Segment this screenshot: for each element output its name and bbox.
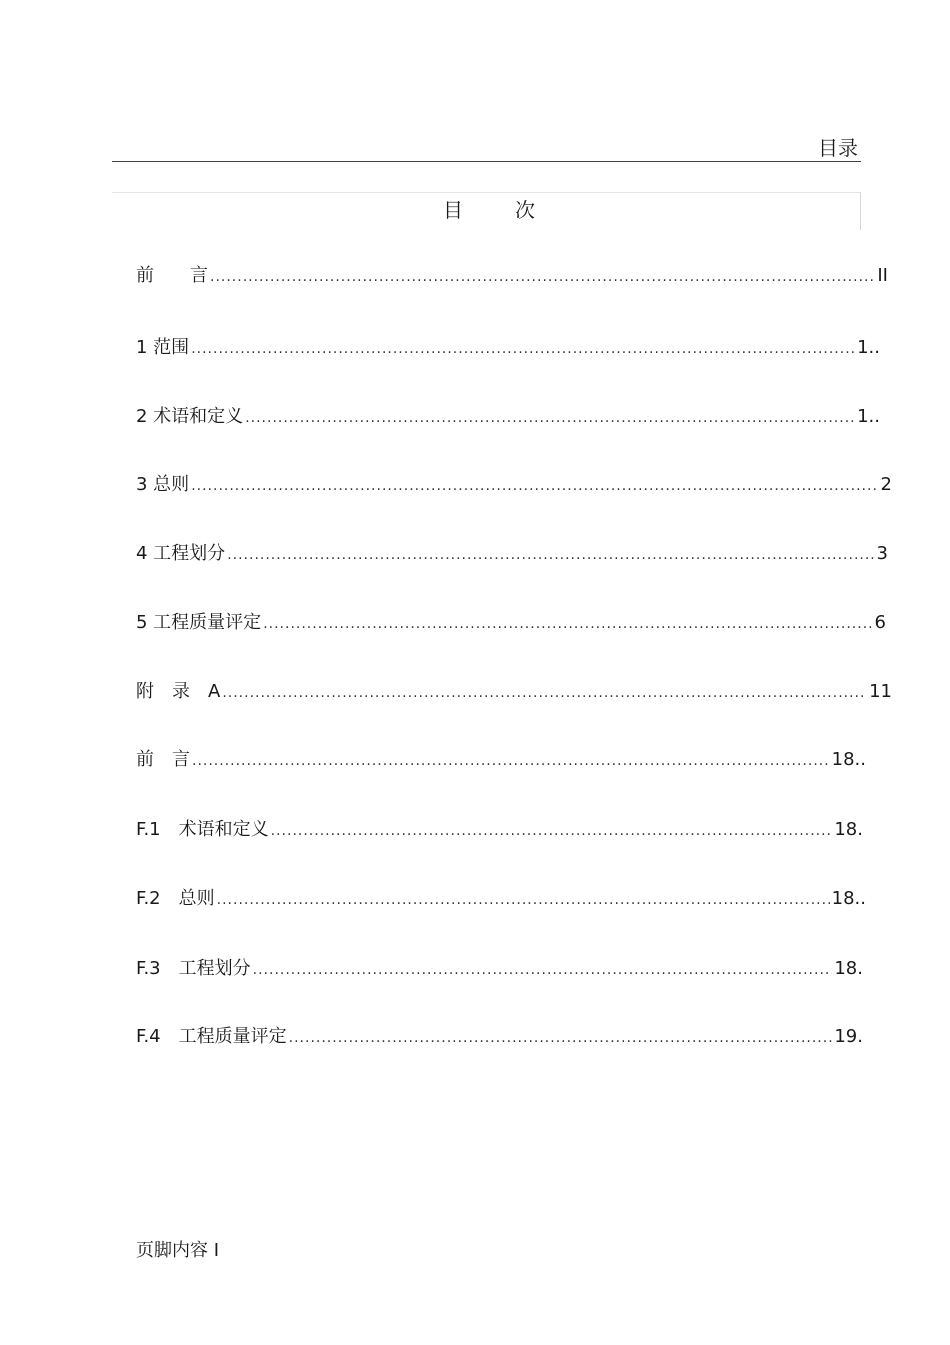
toc-entry-label: 2 术语和定义 — [136, 406, 244, 427]
toc-dot-leader — [191, 478, 878, 494]
toc-entry-label: 5 工程质量评定 — [136, 612, 262, 633]
toc-entry-label: F.3 工程划分 — [136, 958, 251, 979]
toc-entry[interactable] — [136, 677, 892, 707]
toc-entry[interactable] — [136, 954, 863, 984]
toc-entry[interactable] — [136, 1022, 863, 1052]
toc-entry-page: 18.. — [831, 888, 866, 909]
toc-entry[interactable] — [136, 539, 888, 569]
toc-entry[interactable] — [136, 815, 863, 845]
toc-dot-leader — [253, 962, 833, 978]
toc-entry[interactable] — [136, 884, 866, 914]
toc-dot-leader — [271, 823, 833, 839]
running-header-title: 目录 — [818, 136, 858, 160]
toc-dot-leader — [227, 547, 874, 563]
toc-entry-page: 1.. — [857, 337, 880, 358]
toc-entry[interactable] — [136, 745, 866, 775]
toc-entry-label: 前 言 — [136, 265, 208, 286]
toc-dot-leader — [191, 341, 855, 357]
toc-dot-leader — [289, 1030, 833, 1046]
toc-entry-label: F.1 术语和定义 — [136, 819, 269, 840]
toc-dot-leader — [222, 685, 867, 701]
toc-entry-label: F.4 工程质量评定 — [136, 1026, 287, 1047]
toc-entry-label: 附 录 A — [136, 681, 221, 702]
toc-entry[interactable] — [136, 261, 888, 291]
toc-entry-page: 3 — [876, 543, 888, 564]
toc-title-char: 目 — [443, 198, 463, 222]
toc-entry-label: 1 范围 — [136, 337, 190, 358]
toc-box-border-right — [860, 192, 861, 230]
toc-entry[interactable] — [136, 402, 880, 432]
toc-title-char: 次 — [515, 198, 535, 222]
toc-entry-page: 11 — [869, 681, 892, 702]
toc-dot-leader — [245, 410, 855, 426]
toc-entry-label: F.2 总则 — [136, 888, 215, 909]
toc-entry-page: 18. — [834, 958, 863, 979]
toc-entry-label: 4 工程划分 — [136, 543, 226, 564]
toc-entry-page: 6 — [874, 612, 886, 633]
toc-dot-leader — [210, 269, 875, 285]
toc-dot-leader — [263, 616, 872, 632]
toc-entry-page: 2 — [880, 474, 892, 495]
toc-box-border-top — [112, 192, 861, 193]
toc-entry[interactable] — [136, 333, 880, 363]
toc-entry-label: 3 总则 — [136, 474, 190, 495]
page-footer: 页脚内容 I — [136, 1240, 220, 1261]
toc-entry-label: 前 言 — [136, 749, 190, 770]
toc-dot-leader — [217, 892, 830, 908]
toc-entry-page: 19. — [834, 1026, 863, 1047]
toc-entry-page: II — [877, 265, 888, 286]
toc-entry[interactable] — [136, 470, 892, 500]
toc-title — [443, 194, 535, 223]
toc-entry[interactable] — [136, 608, 886, 638]
toc-dot-leader — [192, 753, 830, 769]
header-rule — [112, 161, 861, 162]
toc-entry-page: 18. — [834, 819, 863, 840]
toc-entry-page: 18.. — [831, 749, 866, 770]
toc-entry-page: 1.. — [857, 406, 880, 427]
